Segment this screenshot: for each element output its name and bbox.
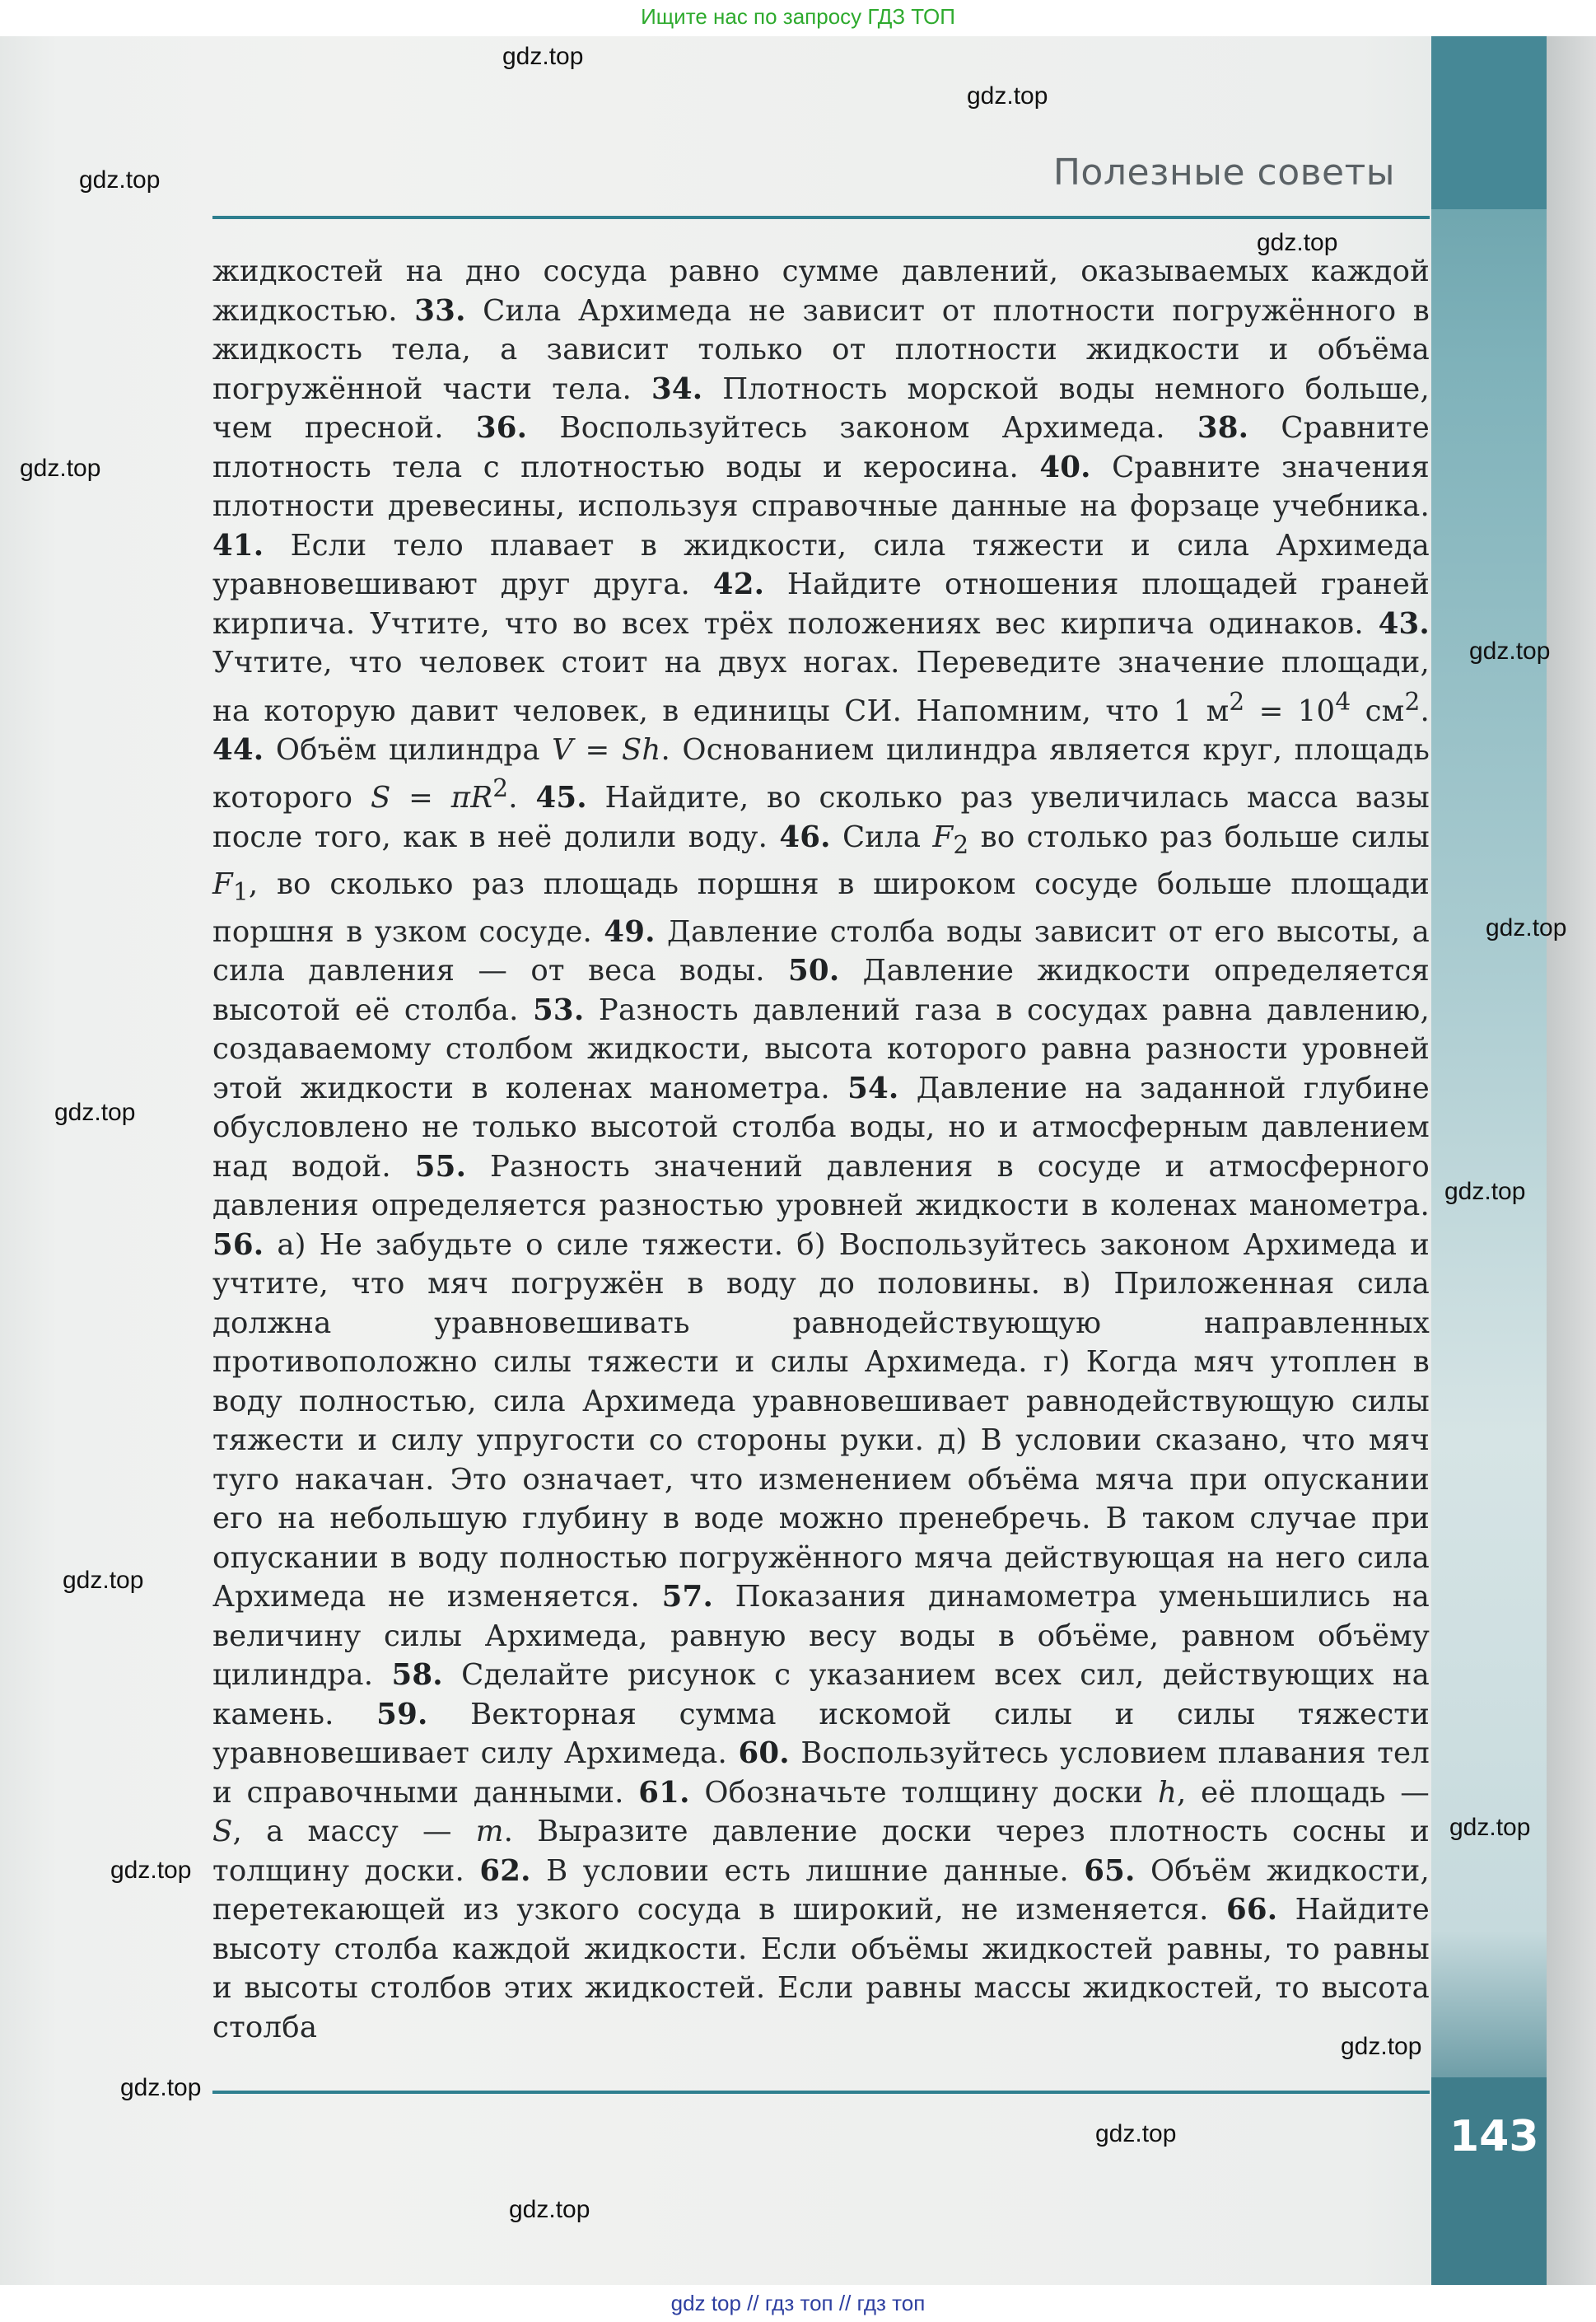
text-run: . Основанием цилиндра является круг, площадь которого [212, 732, 1430, 815]
text-run: Объём жидкости, перетекающей из узкого сосуда в широкий, не изменяется. [212, 1853, 1430, 1927]
watermark: gdz.top [1341, 2033, 1422, 2060]
text-run: Давление на заданной глубине обусловлено не только высотой столба воды, но и атмосферным давлением над водой. [212, 1071, 1430, 1184]
task-number: 42. [712, 568, 765, 601]
task-number: 56. [212, 1227, 264, 1262]
side-bar-footer-block [1431, 2077, 1547, 2285]
text-run: жидкостей на дно сосуда равно сумме давлений, оказываемых каждой жидкостью. [212, 255, 1430, 328]
task-number: 50. [788, 954, 840, 988]
page-edge [1547, 36, 1596, 2285]
watermark: gdz.top [502, 43, 584, 70]
text-run: Найдите высоту столба каждой жидкости. Если объёмы жидкостей равны, то равны и высоты столбов этих жидкостей. Если равны массы жидкостей, то высота столба [212, 1893, 1430, 2044]
task-number: 54. [847, 1071, 899, 1105]
task-number: 58. [391, 1658, 443, 1693]
task-number: 53. [533, 993, 585, 1027]
formula-var: F [212, 867, 233, 902]
bottom-banner[interactable]: gdz top // гдз топ // гдз топ [670, 2291, 926, 2315]
formula-var: V [552, 732, 574, 767]
subscript: 2 [953, 830, 969, 859]
header-rule [212, 216, 1430, 219]
watermark: gdz.top [509, 2196, 590, 2223]
task-number: 46. [779, 820, 831, 854]
side-color-bar [1431, 36, 1547, 2285]
watermark: gdz.top [79, 166, 161, 194]
page-number: 143 [1449, 2112, 1539, 2161]
superscript: 4 [1335, 687, 1351, 716]
textbook-page [0, 36, 1596, 2285]
text-run: Объём цилиндра [264, 732, 553, 767]
text-run: Если тело плавает в жидкости, сила тяжести и сила Архимеда уравновешивают друг друга. [212, 528, 1430, 601]
formula-var: h [1157, 1775, 1178, 1810]
text-run: Сила [830, 820, 933, 854]
watermark: gdz.top [1095, 2120, 1177, 2147]
text-run: Разность значений давления в сосуде и атмосферного давления определяется разностью уровней жидкости в коленах манометра. [212, 1149, 1430, 1223]
text-run: Давление жидкости определяется высотой её столба. [212, 954, 1430, 1027]
task-number: 59. [376, 1697, 428, 1731]
text-run: Обозначьте толщину доски [689, 1775, 1158, 1810]
text-run: Найдите отношения площадей граней кирпича. Учтите, что во всех трёх положениях вес кирпича одинаков. [212, 568, 1430, 641]
watermark: gdz.top [110, 1857, 192, 1884]
task-number: 65. [1084, 1853, 1136, 1888]
formula-var: S [370, 781, 391, 815]
text-run: . [1420, 694, 1430, 728]
formula-var: Sh [621, 732, 661, 767]
text-run: . Выразите давление доски через плотность сосны и толщину доски. [212, 1815, 1430, 1888]
watermark: gdz.top [1469, 638, 1551, 665]
text-run: , а массу — [232, 1815, 476, 1849]
task-number: 66. [1225, 1893, 1278, 1927]
task-number: 62. [479, 1853, 531, 1888]
watermark: gdz.top [1257, 229, 1338, 256]
watermark: gdz.top [54, 1099, 136, 1126]
text-run: а) Не забудьте о силе тяжести. б) Воспользуйтесь законом Архимеда и учтите, что мяч погружён в воду до половины. в) Приложенная сила должна уравновешивать равнодействующую направленных противоположно силы тяжести и силы Архимеда. г) Когда мяч утоплен в воду полностью, сила Архимеда уравновешивает равнодействующую силы тяжести и силу упругости со стороны руки. д) В условии сказано, что мяч туго накачан. Это означает, что изменением объёма мяча при опускании его на небольшую глубину в воде можно пренебречь. В таком случае при опускании в воду полностью погружённого мяча действующая на него сила Архимеда не изменяется. [212, 1227, 1430, 1614]
formula-var: S [212, 1815, 233, 1849]
text-run: см [1351, 694, 1405, 728]
text-run: Сравните значения плотности древесины, используя справочные данные на форзаце учебника. [212, 450, 1430, 523]
task-number: 33. [414, 293, 466, 328]
formula-var: m [475, 1815, 504, 1849]
running-title: Полезные советы [1052, 152, 1395, 194]
task-number: 45. [535, 781, 587, 815]
task-number: 57. [661, 1580, 714, 1614]
task-number: 41. [212, 528, 264, 563]
top-banner[interactable]: Ищите нас по запросу ГДЗ ТОП [641, 4, 955, 29]
watermark: gdz.top [1449, 1814, 1531, 1841]
watermark: gdz.top [20, 455, 101, 482]
watermark: gdz.top [967, 82, 1048, 110]
text-run: = [573, 732, 622, 767]
text-run: = 10 [1244, 694, 1336, 728]
text-run: во столько раз больше силы [968, 820, 1430, 854]
watermark: gdz.top [120, 2074, 202, 2101]
text-run: Найдите, во сколько раз увеличилась масса вазы после того, как в неё долили воду. [212, 781, 1430, 854]
text-run: = [390, 781, 451, 815]
task-number: 60. [738, 1736, 790, 1771]
task-number: 36. [475, 411, 528, 445]
text-run: Воспользуйтесь условием плавания тел и справочными данными. [212, 1736, 1430, 1810]
text-run: Сделайте рисунок с указанием всех сил, действующих на камень. [212, 1658, 1430, 1731]
text-run: Давление столба воды зависит от его высоты, а сила давления — от веса воды. [212, 914, 1430, 988]
text-run: , во сколько раз площадь поршня в широком сосуде больше площади поршня в узком сосуде. [212, 867, 1430, 949]
text-run: Векторная сумма искомой силы и силы тяжести уравновешивает силу Архимеда. [212, 1697, 1430, 1771]
subscript: 1 [232, 878, 249, 907]
text-run: Сила Архимеда не зависит от плотности погружённого в жидкость тела, а зависит только от плотности жидкости и объёма погружённой части тела. [212, 293, 1430, 406]
task-number: 55. [414, 1149, 467, 1184]
formula-var: F [932, 820, 954, 854]
text-run: В условии есть лишние данные. [530, 1853, 1085, 1888]
task-number: 38. [1197, 411, 1249, 445]
text-run: Сравните плотность тела с плотностью воды и керосина. [212, 411, 1430, 484]
formula-var: πR [450, 781, 493, 815]
body-text [212, 252, 1430, 2047]
text-run: Показания динамометра уменьшились на величину силы Архимеда, равную весу воды в объёме, равном объёму цилиндра. [212, 1580, 1430, 1693]
text-run: Учтите, что человек стоит на двух ногах. Переведите значение площади, на которую давит человек, в единицы СИ. Напомним, что 1 м [212, 646, 1430, 728]
text-run: Разность давлений газа в сосудах равна давлению, создаваемому столбом жидкости, высота которого равна разности уровней этой жидкости в коленах манометра. [212, 993, 1430, 1105]
text-run: Воспользуйтесь законом Архимеда. [527, 411, 1197, 445]
text-run: , её площадь — [1177, 1775, 1430, 1810]
task-number: 61. [638, 1775, 690, 1810]
watermark: gdz.top [1444, 1178, 1526, 1205]
superscript: 2 [492, 774, 509, 803]
superscript: 2 [1229, 687, 1245, 716]
task-number: 43. [1378, 606, 1430, 641]
side-bar-header-block [1431, 36, 1547, 209]
text-run: Плотность морской воды немного больше, чем пресной. [212, 371, 1430, 445]
footer-rule [212, 2091, 1430, 2094]
task-number: 44. [212, 732, 264, 767]
text-run: . [508, 781, 536, 815]
superscript: 2 [1404, 687, 1421, 716]
task-number: 34. [651, 371, 703, 406]
watermark: gdz.top [63, 1567, 144, 1594]
task-number: 49. [604, 914, 656, 949]
task-number: 40. [1039, 450, 1091, 484]
watermark: gdz.top [1486, 914, 1567, 941]
